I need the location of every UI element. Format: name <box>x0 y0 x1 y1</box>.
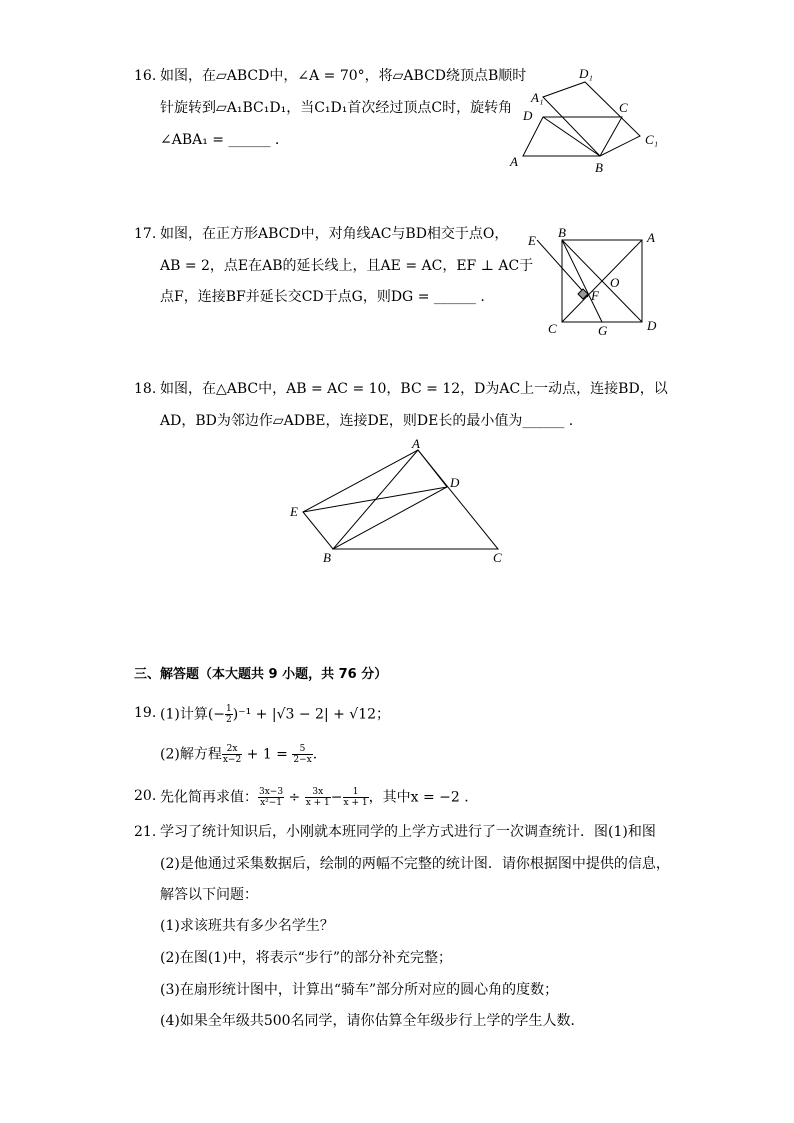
q16-line3: ∠ABA₁ = ______ . <box>160 132 280 148</box>
q19-part2 <box>160 744 317 765</box>
q18-label-E: E <box>290 504 298 519</box>
q18-line1: 如图，在△ABC中，AB = AC = 10，BC = 12，D为AC上一动点，连接BD，以 <box>160 381 668 397</box>
q19-p1-post: )⁻¹ + |√3 − 2| + √12； <box>232 706 391 723</box>
q20-fraction2 <box>305 787 331 808</box>
q17-figure <box>520 225 665 340</box>
q19-p2-f2-top: 5 <box>292 744 312 755</box>
q20-f2-top: 3x <box>305 787 331 798</box>
q17-label-G: G <box>598 323 608 338</box>
q18-label-A: A <box>412 436 420 451</box>
q19-part1 <box>160 704 390 725</box>
q21-line2: (2)是他通过采集数据后，绘制的两幅不完整的统计图．请你根据图中提供的信息， <box>160 856 670 872</box>
q20-number: 20. <box>134 788 157 804</box>
q20-op1: ÷ <box>288 789 301 806</box>
q19-p1-frac-bot: 2 <box>226 715 232 725</box>
q17-label-C: C <box>548 321 557 336</box>
q18-label-D: D <box>450 475 460 490</box>
q21-sub2: (2)在图(1)中，将表示“步行”的部分补充完整； <box>160 950 452 966</box>
q18-line2: AD，BD为邻边作▱ADBE，连接DE，则DE长的最小值为______ . <box>160 413 574 429</box>
q20-line <box>160 787 469 808</box>
q19-p1-fraction <box>225 704 233 725</box>
q17-number: 17. <box>134 226 157 242</box>
q19-p2-fraction1 <box>222 744 242 765</box>
q16-figure <box>505 62 670 177</box>
q18-number: 18. <box>134 381 157 397</box>
q21-sub1: (1)求该班共有多少名学生？ <box>160 918 334 934</box>
q19-number: 19. <box>134 705 157 721</box>
q19-p2-pre: (2)解方程 <box>160 746 222 763</box>
q21-line3: 解答以下问题： <box>160 887 258 903</box>
q16-line1: 如图，在▱ABCD中，∠A = 70°，将▱ABCD绕顶点B顺时 <box>160 68 527 84</box>
q19-p1-frac-top: 1 <box>226 704 232 714</box>
q16-label-D1: D₁ <box>579 66 593 81</box>
q16-number: 16. <box>134 68 157 84</box>
q17-label-A: A <box>647 230 655 245</box>
q17-line3: 点F，连接BF并延长交CD于点G，则DG = ______ . <box>160 289 485 305</box>
q20-fraction3 <box>343 787 369 808</box>
q17-label-B: B <box>558 225 566 240</box>
q17-label-O: O <box>610 275 620 290</box>
q17-line2: AB = 2，点E在AB的延长线上，且AE = AC，EF ⊥ AC于 <box>160 258 534 274</box>
q21-number: 21. <box>134 824 157 840</box>
q19-p1-pre: (1)计算(− <box>160 706 226 723</box>
q19-p2-mid: + 1 = <box>246 746 288 763</box>
q16-label-C1: C₁ <box>645 132 659 147</box>
q20-f2-bot: x + 1 <box>305 798 330 808</box>
q20-pre: 先化简再求值： <box>160 789 258 806</box>
q20-f3-top: 1 <box>343 787 369 798</box>
q16-label-A1: A₁ <box>531 90 544 105</box>
q18-label-C: C <box>493 550 502 565</box>
q16-label-C: C <box>619 100 628 115</box>
q20-fraction1 <box>258 787 284 808</box>
q19-p2-f1-top: 2x <box>222 744 242 755</box>
q17-line1: 如图，在正方形ABCD中，对角线AC与BD相交于点O， <box>160 226 509 242</box>
q17-label-E: E <box>528 233 536 248</box>
q20-f1-top: 3x−3 <box>259 787 284 797</box>
q20-f3-bot: x + 1 <box>343 798 368 808</box>
q16-label-A: A <box>510 154 518 169</box>
section-heading: 三、解答题（本大题共 9 小题，共 76 分） <box>134 667 388 682</box>
q17-label-F: F <box>591 288 599 303</box>
q19-p2-fraction2 <box>292 744 312 765</box>
q20-post: ，其中x = −2 . <box>368 789 469 806</box>
q19-p2-f1-bot: x−2 <box>222 755 242 765</box>
q21-line1: 学习了统计知识后，小刚就本班同学的上学方式进行了一次调查统计．图(1)和图 <box>160 824 656 840</box>
q21-sub4: (4)如果全年级共500名同学，请你估算全年级步行上学的学生人数． <box>160 1013 585 1029</box>
q16-label-B: B <box>595 160 603 175</box>
q19-p2-post: . <box>312 746 318 763</box>
q18-label-B: B <box>323 550 331 565</box>
q19-p2-f2-bot: 2−x <box>293 755 312 765</box>
q16-line2: 针旋转到▱A₁BC₁D₁，当C₁D₁首次经过顶点C时，旋转角 <box>160 100 513 116</box>
q20-op2: − <box>330 789 343 806</box>
q16-label-D: D <box>523 108 533 123</box>
q21-sub3: (3)在扇形统计图中，计算出“骑车”部分所对应的圆心角的度数； <box>160 982 559 998</box>
q17-label-D: D <box>647 318 657 333</box>
q20-f1-bot: x²−1 <box>260 798 283 808</box>
q18-figure <box>285 435 510 570</box>
